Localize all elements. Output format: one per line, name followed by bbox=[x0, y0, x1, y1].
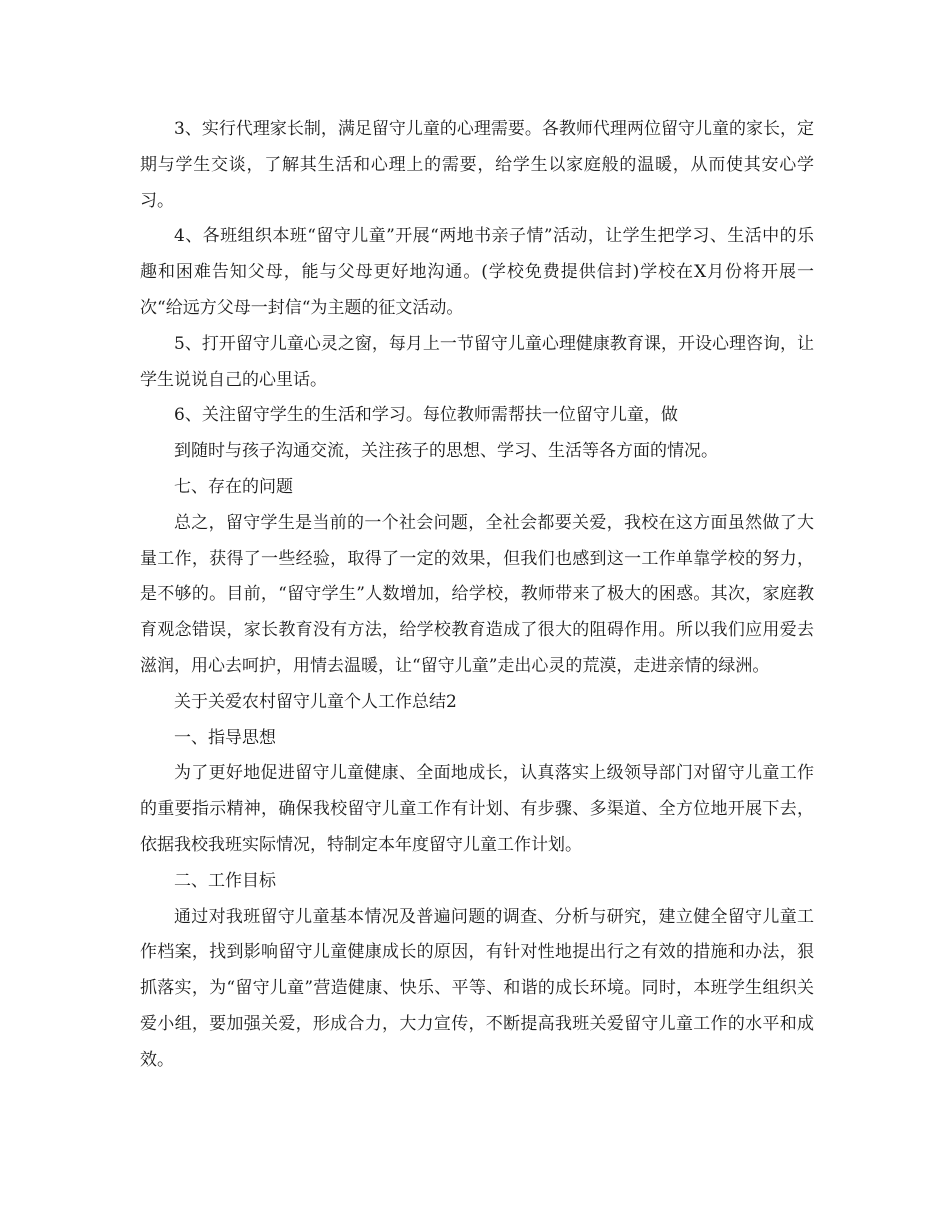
paragraph-item-6: 6、关注留守学生的生活和学习。每位教师需帮扶一位留守儿童，做 bbox=[174, 405, 678, 426]
paragraph-summary: 总之，留守学生是当前的一个社会问题，全社会都要关爱，我校在这方面虽然做了大量工作，获得了一些经验，取得了一定的效果，但我们也感到这一工作单靠学校的努力，是不够的。目前，“留守学生”人数增加，给学校，教师带来了极大的困惑。其次，家庭教育观念错误，家长教育没有方法，给学校教育造成了很大的阻碍作用。所以我们应用爱去滋润，用心去呵护，用情去温暖，让“留守儿童”走出心灵的荒漠，走进亲情的绿洲。 bbox=[140, 512, 814, 676]
paragraph-item-5: 5、打开留守儿童心灵之窗，每月上一节留守儿童心理健康教育课，开设心理咨询，让学生说说自己的心里话。 bbox=[140, 333, 814, 390]
section-heading-problems: 七、存在的问题 bbox=[174, 476, 293, 497]
paragraph-item-6-continued: 到随时与孩子沟通交流，关注孩子的思想、学习、生活等各方面的情况。 bbox=[174, 441, 718, 462]
paragraph-work-goals: 通过对我班留守儿童基本情况及普遍问题的调查、分析与研究，建立健全留守儿童工作档案，找到影响留守儿童健康成长的原因，有针对性地提出行之有效的措施和办法，狠抓落实，为“留守儿童”营造健康、快乐、平等、和谐的成长环境。同时，本班学生组织关爱小组，要加强关爱，形成合力，大力宣传，不断提高我班关爱留守儿童工作的水平和成效。 bbox=[140, 906, 814, 1070]
paragraph-item-4: 4、各班组织本班“留守儿童”开展“两地书亲子情”活动，让学生把学习、生活中的乐趣和困难告知父母，能与父母更好地沟通。(学校免费提供信封)学校在X月份将开展一次“给远方父母一封信“为主题的征文活动。 bbox=[140, 226, 814, 318]
section-heading-work-goals: 二、工作目标 bbox=[174, 870, 276, 891]
section-heading-guiding-thought: 一、指导思想 bbox=[174, 727, 276, 748]
paragraph-item-3: 3、实行代理家长制，满足留守儿童的心理需要。各教师代理两位留守儿童的家长，定期与学生交谈，了解其生活和心理上的需要，给学生以家庭般的温暖，从而使其安心学习。 bbox=[140, 119, 814, 211]
paragraph-guiding-thought: 为了更好地促进留守儿童健康、全面地成长，认真落实上级领导部门对留守儿童工作的重要指示精神，确保我校留守儿童工作有计划、有步骤、多渠道、全方位地开展下去，依据我校我班实际情况，特制定本年度留守儿童工作计划。 bbox=[140, 763, 814, 855]
document-body bbox=[140, 112, 814, 1079]
document-title-2: 关于关爱农村留守儿童个人工作总结2 bbox=[174, 691, 457, 712]
